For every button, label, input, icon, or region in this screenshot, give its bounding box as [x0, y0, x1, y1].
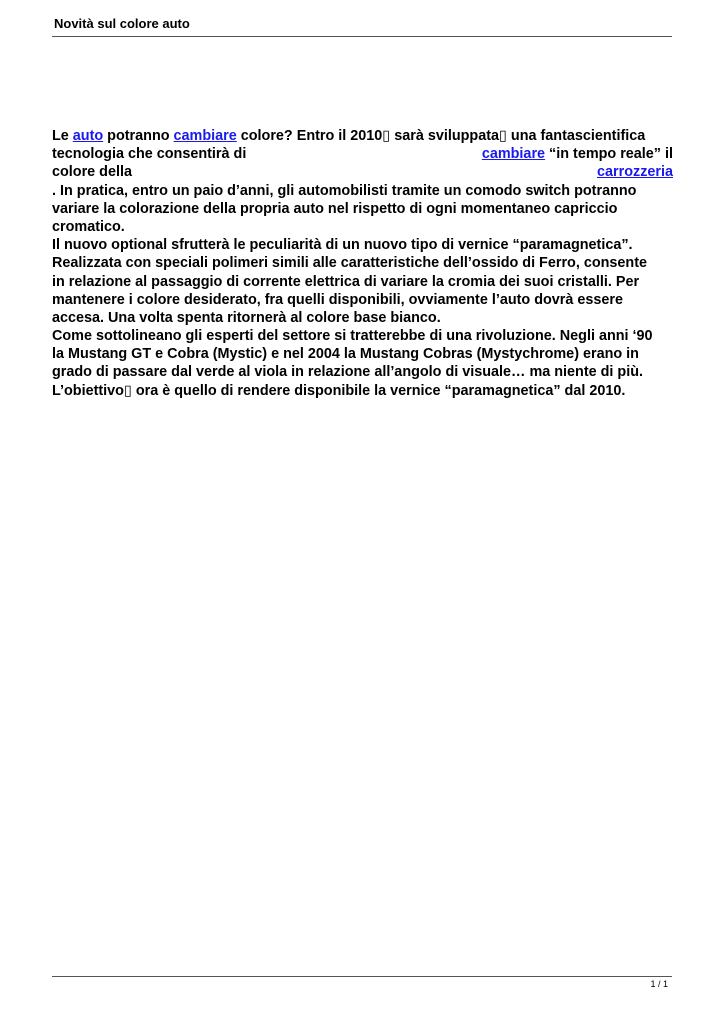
- article-line: [52, 163, 673, 181]
- article-line: Come sottolineano gli esperti del settore si tratterebbe di una rivoluzione. Negli anni ‘90: [52, 328, 653, 345]
- article-text: “in tempo reale” il: [545, 146, 673, 163]
- article-text-group: [482, 145, 673, 163]
- article-text: Le: [52, 128, 73, 144]
- article-line: Il nuovo optional sfrutterà le peculiarità di un nuovo tipo di vernice “paramagnetica”.: [52, 237, 633, 254]
- article-line: accesa. Una volta spenta ritornerà al colore base bianco.: [52, 309, 441, 326]
- page-number: 1 / 1: [650, 979, 668, 989]
- link-cambiare-2[interactable]: cambiare: [481, 146, 546, 163]
- article-text: potranno: [103, 128, 174, 144]
- article-line: . In pratica, entro un paio d’anni, gli automobilisti tramite un comodo switch potranno: [52, 182, 637, 199]
- article-line: la Mustang GT e Cobra (Mystic) e nel 2004 la Mustang Cobras (Mystychrome) erano in: [52, 346, 639, 363]
- page-title: Novità sul colore auto: [54, 16, 190, 31]
- article-line: in relazione al passaggio di corrente elettrica di variare la cromia dei suoi cristalli. Per: [52, 273, 640, 290]
- link-cambiare[interactable]: cambiare: [173, 128, 237, 144]
- article-line: [52, 145, 673, 163]
- article-text: colore della: [52, 164, 132, 181]
- article-text: tecnologia che consentirà di: [52, 146, 247, 163]
- article-line: cromatico.: [52, 218, 125, 235]
- link-carrozzeria[interactable]: carrozzeria: [597, 164, 673, 181]
- link-auto[interactable]: auto: [72, 128, 104, 144]
- article-line: [52, 127, 673, 145]
- article-line: grado di passare dal verde al viola in relazione all’angolo di visuale… ma niente di più.: [52, 364, 643, 381]
- page-header: [52, 14, 672, 37]
- page-footer: [52, 976, 672, 989]
- article-line: L’obiettivo▯ ora è quello di rendere disponibile la vernice “paramagnetica” dal 2010.: [52, 382, 626, 399]
- article-text: colore? Entro il 2010▯ sarà sviluppata▯ una fantascientifica: [236, 128, 646, 144]
- article-body: [52, 127, 673, 400]
- article-line: Realizzata con speciali polimeri simili alle caratteristiche dell’ossido di Ferro, consente: [52, 255, 648, 272]
- article-line: variare la colorazione della propria auto nel rispetto di ogni momentaneo capriccio: [52, 200, 618, 217]
- article-line: mantenere i colore desiderato, fra quelli disponibili, ovviamente l’auto dovrà essere: [52, 291, 624, 308]
